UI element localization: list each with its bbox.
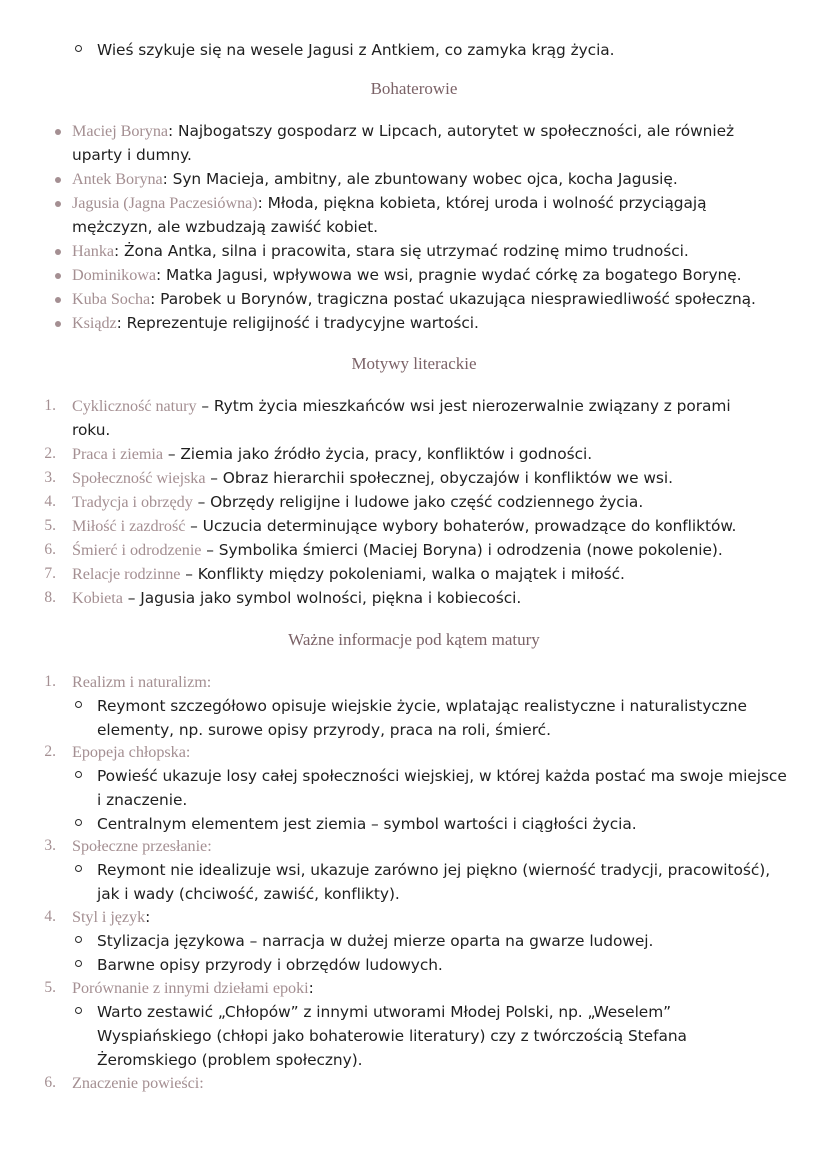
sub-item-text-cont: Wyspiańskiego (chłopi jako bohaterowie literatury) czy z twórczością Stefana [97, 1027, 687, 1045]
topic-name: Epopeja chłopska [72, 743, 186, 761]
intro-subitem: Wieś szykuje się na wesele Jagusi z Antkiem, co zamyka krąg życia. [97, 41, 615, 59]
list-number: 3. [44, 469, 56, 486]
motif-description: – Obrzędy religijne i ludowe jako część codziennego życia. [192, 493, 644, 511]
list-number: 5. [44, 517, 56, 534]
motif-name: Miłość i zazdrość [72, 517, 186, 535]
sub-item-text-cont: jak i wady (chciwość, zawiść, konflikty). [97, 885, 400, 903]
sub-item-text: Powieść ukazuje losy całej społeczności wiejskiej, w której każda postać ma swoje miejsce [97, 767, 787, 785]
topic-name: Porównanie z innymi dziełami epoki [72, 979, 309, 997]
section-heading-characters: Bohaterowie [370, 79, 458, 98]
character-name: Jagusia (Jagna Paczesiówna) [72, 194, 258, 212]
list-number: 2. [44, 743, 56, 760]
motif-description: – Uczucia determinujące wybory bohaterów, prowadzące do konfliktów. [185, 517, 737, 535]
list-number: 8. [44, 589, 56, 606]
character-name: Antek Boryna [72, 170, 163, 188]
character-description: Młoda, piękna kobieta, której uroda i wolność przyciągają [262, 194, 707, 212]
sub-bullet-marker [75, 45, 82, 52]
motif-description: – Symbolika śmierci (Maciej Boryna) i odrodzenia (nowe pokolenie). [201, 541, 723, 559]
motif-description: – Jagusia jako symbol wolności, piękna i kobiecości. [122, 589, 522, 607]
section-heading-matura: Ważne informacje pod kątem matury [288, 630, 540, 649]
motif-name: Społeczność wiejska [72, 469, 206, 487]
sub-item-text: Reymont szczegółowo opisuje wiejskie życie, wplatając realistyczne i naturalistyczne [97, 697, 747, 715]
motif-description: – Rytm życia mieszkańców wsi jest nierozerwalnie związany z porami [196, 397, 731, 415]
sub-item-text-cont: Żeromskiego (problem społeczny). [97, 1051, 363, 1069]
sub-item-text-cont: elementy, np. surowe opisy przyrody, praca na roli, śmierć. [97, 721, 551, 739]
list-number: 7. [44, 565, 56, 582]
character-description: Parobek u Borynów, tragiczna postać ukazująca niesprawiedliwość społeczną. [155, 290, 756, 308]
bullet-marker [55, 201, 61, 207]
sub-bullet-marker [75, 936, 82, 943]
character-description-cont: mężczyzn, ale wzbudzają zawiść kobiet. [72, 218, 379, 236]
motif-name: Praca i ziemia [72, 445, 163, 463]
character-description-cont: uparty i dumny. [72, 146, 192, 164]
motif-description-cont: roku. [72, 421, 111, 439]
character-description: Najbogatszy gospodarz w Lipcach, autorytet w społeczności, ale również [173, 122, 735, 140]
character-description: Syn Macieja, ambitny, ale zbuntowany wobec ojca, kocha Jagusię. [167, 170, 678, 188]
sub-bullet-marker [75, 1007, 82, 1014]
section-heading-motifs: Motywy literackie [351, 354, 477, 373]
sub-item-text: Warto zestawić „Chłopów” z innymi utworami Młodej Polski, np. „Weselem” [97, 1003, 672, 1021]
bullet-marker [55, 321, 61, 327]
sub-item-text: Barwne opisy przyrody i obrzędów ludowych. [97, 956, 443, 974]
list-number: 5. [44, 979, 56, 996]
topic-name: Społeczne przesłanie [72, 837, 208, 855]
motif-name: Tradycja i obrzędy [72, 493, 193, 511]
sub-bullet-marker [75, 771, 82, 778]
sub-item-text-cont: i znaczenie. [97, 791, 188, 809]
motif-description: – Obraz hierarchii społecznej, obyczajów i konfliktów we wsi. [205, 469, 673, 487]
sub-item-text: Centralnym elementem jest ziemia – symbol wartości i ciągłości życia. [97, 815, 637, 833]
list-number: 1. [44, 397, 56, 414]
character-name: Hanka [72, 242, 114, 260]
list-number: 6. [44, 1074, 56, 1091]
character-name: Maciej Boryna [72, 122, 168, 140]
sub-bullet-marker [75, 865, 82, 872]
list-number: 1. [44, 673, 56, 690]
motif-name: Śmierć i odrodzenie [72, 541, 202, 559]
bullet-marker [55, 129, 61, 135]
sub-bullet-marker [75, 960, 82, 967]
sub-item-text: Stylizacja językowa – narracja w dużej mierze oparta na gwarze ludowej. [97, 932, 654, 950]
character-description: Matka Jagusi, wpływowa we wsi, pragnie wydać córkę za bogatego Borynę. [161, 266, 742, 284]
list-number: 4. [44, 493, 56, 510]
character-description: Żona Antka, silna i pracowita, stara się utrzymać rodzinę mimo trudności. [119, 242, 689, 260]
list-number: 6. [44, 541, 56, 558]
sub-bullet-marker [75, 819, 82, 826]
motif-description: – Ziemia jako źródło życia, pracy, konfliktów i godności. [162, 445, 593, 463]
bullet-marker [55, 249, 61, 255]
topic-name: Realizm i naturalizm [72, 673, 207, 691]
list-number: 3. [44, 837, 56, 854]
motif-name: Kobieta [72, 589, 123, 607]
bullet-marker [55, 297, 61, 303]
motif-name: Relacje rodzinne [72, 565, 181, 583]
list-number: 4. [44, 908, 56, 925]
list-number: 2. [44, 445, 56, 462]
topic-name: Styl i język [72, 908, 146, 926]
sub-item-text: Reymont nie idealizuje wsi, ukazuje zarówno jej piękno (wierność tradycji, pracowitość), [97, 861, 771, 879]
character-name: Ksiądz [72, 314, 117, 332]
topic-name: Znaczenie powieści [72, 1074, 200, 1092]
character-name: Kuba Socha [72, 290, 151, 308]
document-page: Wieś szykuje się na wesele Jagusi z Antkiem, co zamyka krąg życia. Bohaterowie Maciej Boryna: Najbogatszy gospodarz w Lipcach, autorytet w społeczności, ale również uparty i dumny. Antek Boryna: Syn Macieja, ambitny, ale zbuntowany wobec ojca, kocha Jagusię. Jagusia (Jagna Paczesiówna): Młoda, piękna kobieta, której uroda i wolność przyciągają mężczyzn, ale wzbudzają zawiść kobiet. Hanka: Żona Antka, silna i pracowita, stara się utrzymać rodzinę mimo trudności. Dominikowa: Matka Jagusi, wpływowa we wsi, pragnie wydać córkę za bogatego Borynę. Kuba Socha: Parobek u Borynów, tragiczna postać ukazująca niesprawiedliwość społeczną. Ksiądz: Reprezentuje religijność i tradycyjne wartości. Motywy literackie 1. Cykliczność natury – Rytm życia mieszkańców wsi jest nierozerwalnie związany z porami roku. 2. Praca i ziemia – Ziemia jako źródło życia, pracy, konfliktów i godności. 3. Społeczność wiejska – Obraz hierarchii społecznej, obyczajów i konfliktów we wsi. 4. Tradycja i obrzędy – Obrzędy religijne i ludowe jako część codziennego życia. 5. Miłość i zazdrość – Uczucia determinujące wybory bohaterów, prowadzące do konfliktów. 6. Śmierć i odrodzenie – Symbolika śmierci (Maciej Boryna) i odrodzenia (nowe pokolenie). 7. Relacje rodzinne – Konflikty między pokoleniami, walka o majątek i miłość. 8. Kobieta – Jagusia jako symbol wolności, piękna i kobiecości. Ważne informacje pod kątem matury 1. Realizm i naturalizm: Reymont szczegółowo opisuje wiejskie życie, wplatając realistyczne i naturalistyczne elementy, np. surowe opisy przyrody, praca na roli, śmierć. 2. Epopeja chłopska: Powieść ukazuje losy całej społeczności wiejskiej, w której każda postać ma swoje miejsce i znaczenie. Centralnym elementem jest ziemia – symbol wartości i ciągłości życia. 3. Społeczne przesłanie: Reymont nie idealizuje wsi, ukazuje zarówno jej piękno (wierność tradycji, pracowitość), jak i wady (chciwość, zawiść, konflikty). 4. Styl i język: Stylizacja językowa – narracja w dużej mierze oparta na gwarze ludowej. Barwne opisy przyrody i obrzędów ludowych. 5. Porównanie z innymi dziełami epoki: Warto zestawić „Chłopów” z innymi utworami Młodej Polski, np. „Weselem” Wyspiańskiego (chłopi jako bohaterowie literatury) czy z twórczością Stefana Żeromskiego (problem społeczny). 6. Znaczenie powieści: [0, 0, 828, 1170]
motif-name: Cykliczność natury [72, 397, 197, 415]
character-description: Reprezentuje religijność i tradycyjne wartości. [121, 314, 479, 332]
motif-description: – Konflikty między pokoleniami, walka o majątek i miłość. [180, 565, 625, 583]
bullet-marker [55, 177, 61, 183]
character-name: Dominikowa [72, 266, 157, 284]
sub-bullet-marker [75, 701, 82, 708]
bullet-marker [55, 273, 61, 279]
